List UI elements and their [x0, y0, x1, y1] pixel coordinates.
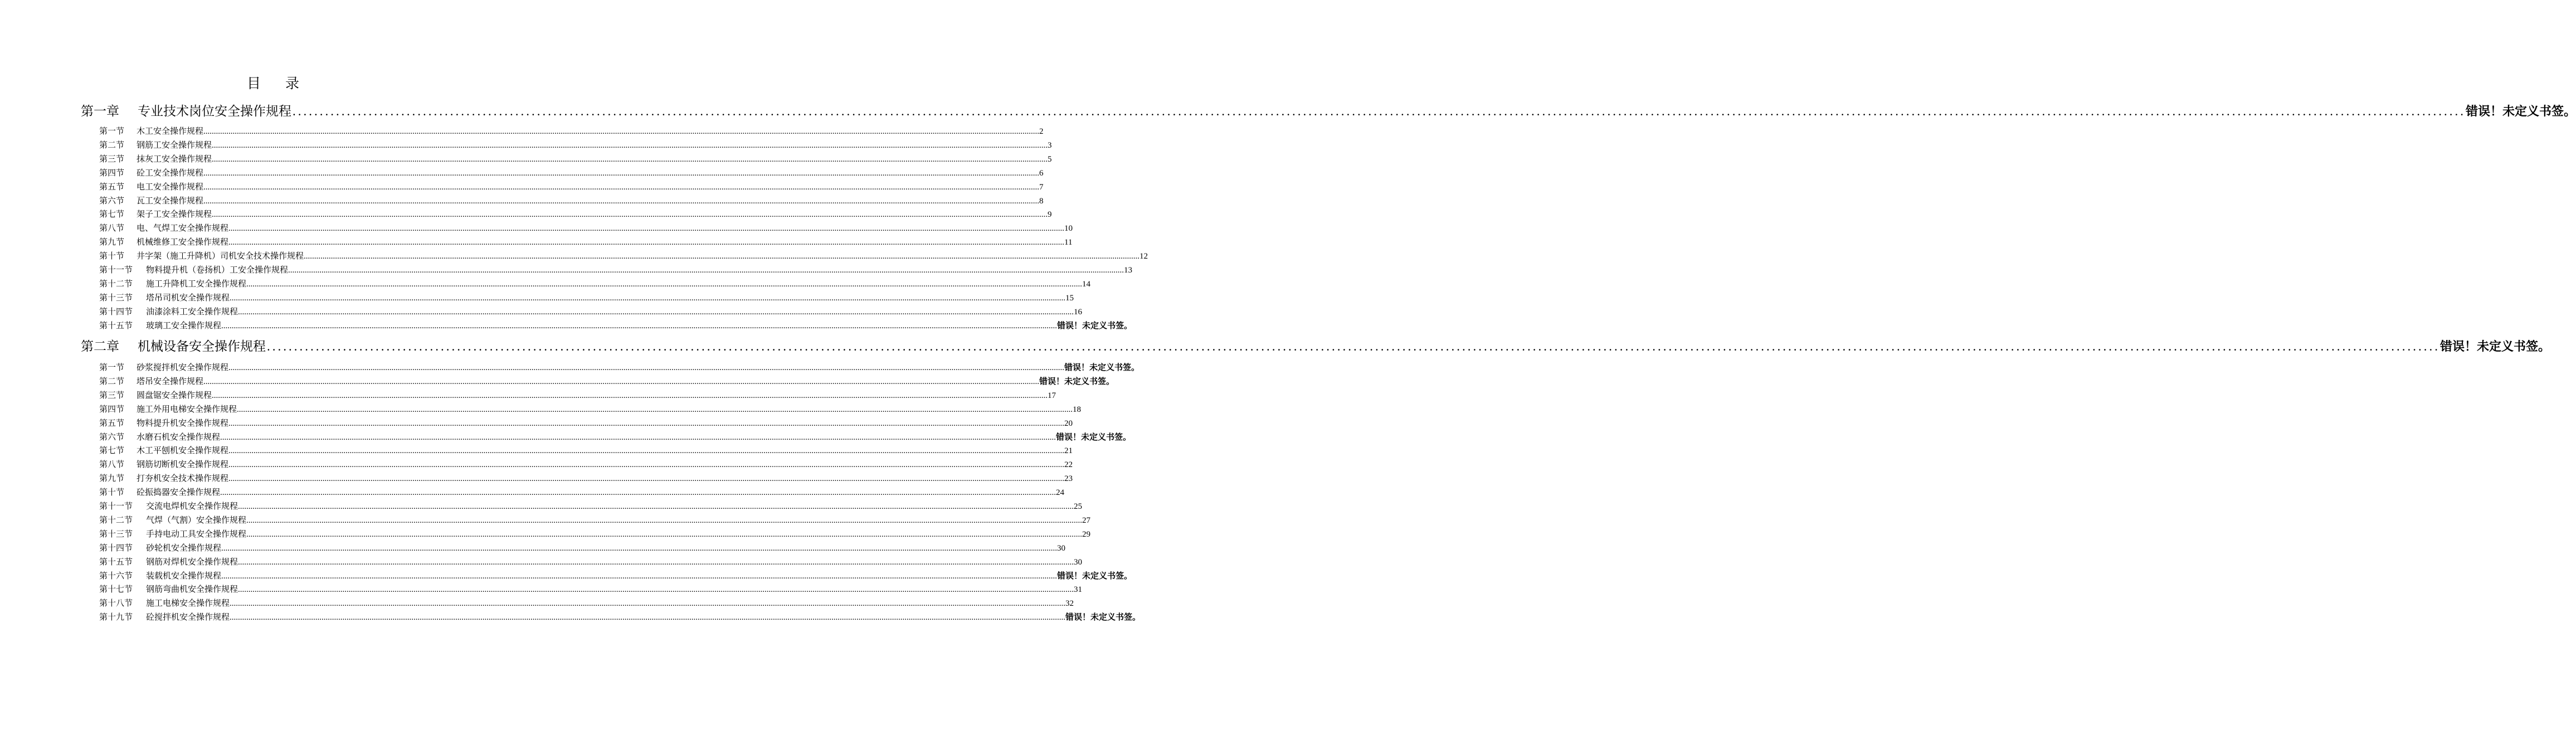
- dot-leader: ................................................................................................................................................................................................................................................................................................................................................................................................................: [212, 154, 1048, 164]
- dot-leader: ................................................................................................................................................................................................................................................................................................................................................................................................................: [203, 182, 1040, 192]
- section-title: 架子工安全操作规程: [137, 209, 212, 220]
- toc-section[interactable]: [99, 610, 1141, 624]
- section-title: 物料提升机安全操作规程: [137, 417, 229, 428]
- dot-leader: ................................................................................................................................................................................................................................................................................................................................................................................................................: [212, 140, 1048, 150]
- toc-section[interactable]: [99, 444, 1073, 458]
- section-number: 第八节: [99, 459, 125, 470]
- section-title: 施工外用电梯安全操作规程: [137, 403, 237, 414]
- section-page: 13: [1124, 266, 1133, 275]
- dot-leader: ................................................................................................................................................................................................................................................................................................................................................................................................................: [293, 104, 2466, 118]
- section-number: 第十二节: [99, 278, 133, 289]
- section-page: 9: [1048, 210, 1052, 220]
- section-title: 塔吊安全操作规程: [137, 376, 204, 386]
- section-page: 27: [1082, 515, 1091, 525]
- section-number: 第二节: [99, 376, 125, 386]
- section-title: 水磨石机安全操作规程: [137, 431, 221, 442]
- toc-section[interactable]: [99, 152, 1052, 166]
- section-number: 第十一节: [99, 501, 133, 511]
- toc-section[interactable]: [99, 166, 1044, 180]
- section-page: 25: [1074, 502, 1083, 511]
- section-page: 错误！未定义书签。: [1057, 570, 1133, 581]
- section-title: 瓦工安全操作规程: [137, 195, 204, 206]
- section-number: 第十节: [99, 251, 125, 261]
- dot-leader: ................................................................................................................................................................................................................................................................................................................................................................................................................: [230, 613, 1066, 622]
- toc-section[interactable]: [99, 596, 1074, 610]
- toc-section[interactable]: [99, 485, 1065, 499]
- section-page: 22: [1064, 460, 1073, 470]
- toc-section[interactable]: [99, 180, 1044, 194]
- section-number: 第五节: [99, 181, 125, 192]
- section-number: 第六节: [99, 431, 125, 442]
- section-title: 砂轮机安全操作规程: [146, 542, 222, 553]
- dot-leader: ................................................................................................................................................................................................................................................................................................................................................................................................................: [288, 266, 1124, 275]
- section-number: 第十八节: [99, 598, 133, 609]
- section-title: 抹灰工安全操作规程: [137, 153, 212, 164]
- section-title: 施工电梯安全操作规程: [146, 598, 230, 609]
- toc-section[interactable]: [99, 430, 1132, 444]
- toc-section[interactable]: [99, 221, 1073, 235]
- dot-leader: ................................................................................................................................................................................................................................................................................................................................................................................................................: [237, 405, 1073, 414]
- section-page: 24: [1056, 488, 1065, 498]
- section-number: 第二节: [99, 139, 125, 150]
- section-number: 第七节: [99, 445, 125, 456]
- section-page: 18: [1073, 405, 1082, 414]
- section-number: 第四节: [99, 167, 125, 178]
- section-page: 8: [1039, 196, 1044, 206]
- section-title: 手持电动工具安全操作规程: [146, 528, 247, 539]
- toc-section[interactable]: [99, 416, 1073, 430]
- toc-section[interactable]: [99, 277, 1091, 291]
- section-page: 20: [1064, 419, 1073, 428]
- section-page: 错误！未定义书签。: [1064, 362, 1140, 372]
- dot-leader: ................................................................................................................................................................................................................................................................................................................................................................................................................: [220, 488, 1056, 498]
- toc-section[interactable]: [99, 194, 1044, 208]
- dot-leader: ................................................................................................................................................................................................................................................................................................................................................................................................................: [220, 432, 1056, 442]
- toc-section[interactable]: [99, 458, 1073, 471]
- toc-section[interactable]: [99, 555, 1083, 569]
- section-number: 第三节: [99, 390, 125, 400]
- dot-leader: ................................................................................................................................................................................................................................................................................................................................................................................................................: [203, 127, 1040, 136]
- toc-section[interactable]: [99, 305, 1083, 319]
- section-title: 圆盘锯安全操作规程: [137, 390, 212, 400]
- dot-leader: ................................................................................................................................................................................................................................................................................................................................................................................................................: [246, 529, 1083, 539]
- section-page: 30: [1074, 557, 1083, 567]
- section-title: 打夯机安全技术操作规程: [137, 473, 229, 484]
- chapter-title: 专业技术岗位安全操作规程: [138, 104, 291, 119]
- toc-section[interactable]: [99, 402, 1082, 416]
- section-title: 钢筋工安全操作规程: [137, 139, 212, 150]
- dot-leader: ................................................................................................................................................................................................................................................................................................................................................................................................................: [228, 238, 1065, 247]
- section-number: 第十四节: [99, 542, 133, 553]
- dot-leader: ................................................................................................................................................................................................................................................................................................................................................................................................................: [228, 363, 1065, 372]
- dot-leader: ................................................................................................................................................................................................................................................................................................................................................................................................................: [230, 293, 1066, 303]
- section-title: 砼振捣器安全操作规程: [137, 487, 221, 498]
- section-title: 玻璃工安全操作规程: [146, 320, 222, 330]
- dot-leader: ................................................................................................................................................................................................................................................................................................................................................................................................................: [203, 196, 1040, 206]
- section-page: 错误！未定义书签。: [1057, 320, 1133, 330]
- dot-leader: ................................................................................................................................................................................................................................................................................................................................................................................................................: [228, 419, 1065, 428]
- chapter-title: 机械设备安全操作规程: [138, 339, 266, 354]
- section-number: 第十五节: [99, 556, 133, 567]
- section-title: 电、气焊工安全操作规程: [137, 223, 229, 234]
- toc-section[interactable]: [99, 361, 1140, 374]
- section-title: 钢筋弯曲机安全操作规程: [146, 584, 238, 595]
- section-page: 10: [1064, 224, 1073, 234]
- section-page: 11: [1064, 238, 1073, 247]
- section-title: 木工安全操作规程: [137, 126, 204, 136]
- dot-leader: ................................................................................................................................................................................................................................................................................................................................................................................................................: [221, 543, 1058, 553]
- toc-section[interactable]: [99, 249, 1148, 263]
- section-number: 第四节: [99, 403, 125, 414]
- dot-leader: ................................................................................................................................................................................................................................................................................................................................................................................................................: [238, 307, 1074, 317]
- section-number: 第一节: [99, 126, 125, 136]
- section-title: 机械维修工安全操作规程: [137, 237, 229, 247]
- toc-section[interactable]: [99, 263, 1133, 277]
- dot-leader: ................................................................................................................................................................................................................................................................................................................................................................................................................: [212, 391, 1048, 400]
- section-page: 2: [1039, 127, 1044, 136]
- section-title: 砼工安全操作规程: [137, 167, 204, 178]
- section-number: 第九节: [99, 237, 125, 247]
- dot-leader: ................................................................................................................................................................................................................................................................................................................................................................................................................: [212, 210, 1048, 220]
- section-page: 21: [1064, 446, 1073, 456]
- section-page: 29: [1082, 529, 1091, 539]
- section-number: 第十九节: [99, 612, 133, 622]
- section-page: 30: [1057, 543, 1066, 553]
- section-number: 第十一节: [99, 265, 133, 275]
- section-page: 3: [1048, 140, 1052, 150]
- section-title: 气焊（气割）安全操作规程: [146, 514, 247, 525]
- chapter-page: 错误！未定义书签。: [2440, 340, 2551, 354]
- toc-section[interactable]: [99, 471, 1073, 485]
- section-number: 第五节: [99, 417, 125, 428]
- toc-section[interactable]: [99, 569, 1133, 583]
- section-title: 电工安全操作规程: [137, 181, 204, 192]
- section-number: 第十三节: [99, 292, 133, 303]
- section-page: 14: [1082, 279, 1091, 289]
- section-number: 第七节: [99, 209, 125, 220]
- toc-section[interactable]: [99, 124, 1044, 138]
- chapter-page: 错误！未定义书签。: [2466, 105, 2576, 119]
- section-number: 第八节: [99, 223, 125, 234]
- section-page: 16: [1074, 307, 1083, 317]
- dot-leader: ................................................................................................................................................................................................................................................................................................................................................................................................................: [230, 599, 1066, 609]
- toc-section[interactable]: [99, 499, 1083, 513]
- section-title: 砂浆搅拌机安全操作规程: [137, 362, 229, 372]
- toc-section[interactable]: [99, 319, 1133, 333]
- dot-leader: ................................................................................................................................................................................................................................................................................................................................................................................................................: [228, 460, 1065, 470]
- section-title: 塔吊司机安全操作规程: [146, 292, 230, 303]
- section-number: 第九节: [99, 473, 125, 484]
- section-title: 交流电焊机安全操作规程: [146, 501, 238, 511]
- section-page: 31: [1074, 585, 1083, 595]
- dot-leader: ................................................................................................................................................................................................................................................................................................................................................................................................................: [304, 252, 1140, 261]
- section-number: 第十五节: [99, 320, 133, 330]
- toc-section[interactable]: [99, 374, 1115, 388]
- section-title: 木工平刨机安全操作规程: [137, 445, 229, 456]
- section-title: 钢筋切断机安全操作规程: [137, 459, 229, 470]
- dot-leader: ................................................................................................................................................................................................................................................................................................................................................................................................................: [246, 515, 1083, 525]
- toc-chapter[interactable]: [81, 100, 2576, 123]
- dot-leader: ................................................................................................................................................................................................................................................................................................................................................................................................................: [238, 585, 1074, 595]
- section-number: 第十三节: [99, 528, 133, 539]
- toc-section[interactable]: [99, 541, 1066, 555]
- section-number: 第十二节: [99, 514, 133, 525]
- section-page: 15: [1065, 293, 1074, 303]
- dot-leader: ................................................................................................................................................................................................................................................................................................................................................................................................................: [221, 321, 1058, 330]
- toc-section[interactable]: [99, 235, 1073, 249]
- section-number: 第十节: [99, 487, 125, 498]
- section-title: 油漆涂料工安全操作规程: [146, 306, 238, 317]
- dot-leader: ................................................................................................................................................................................................................................................................................................................................................................................................................: [203, 168, 1040, 178]
- toc-section[interactable]: [99, 388, 1056, 402]
- section-page: 错误！未定义书签。: [1065, 612, 1141, 622]
- dot-leader: ................................................................................................................................................................................................................................................................................................................................................................................................................: [228, 446, 1065, 456]
- section-title: 井字架（施工升降机）司机安全技术操作规程: [137, 251, 304, 261]
- section-number: 第十七节: [99, 584, 133, 595]
- section-page: 23: [1064, 474, 1073, 484]
- section-title: 物料提升机（卷扬机）工安全操作规程: [146, 265, 289, 275]
- dot-leader: ................................................................................................................................................................................................................................................................................................................................................................................................................: [228, 474, 1065, 484]
- section-page: 12: [1140, 252, 1148, 261]
- dot-leader: ................................................................................................................................................................................................................................................................................................................................................................................................................: [228, 224, 1065, 234]
- toc-title: 目 录: [247, 75, 309, 91]
- dot-leader: ................................................................................................................................................................................................................................................................................................................................................................................................................: [238, 557, 1074, 567]
- toc-section[interactable]: [99, 527, 1091, 541]
- section-number: 第一节: [99, 362, 125, 372]
- section-page: 17: [1048, 391, 1056, 400]
- toc-chapter[interactable]: [81, 335, 2551, 358]
- dot-leader: ................................................................................................................................................................................................................................................................................................................................................................................................................: [246, 279, 1083, 289]
- section-number: 第十四节: [99, 306, 133, 317]
- section-page: 7: [1039, 182, 1044, 192]
- toc-section[interactable]: [99, 291, 1074, 305]
- section-number: 第六节: [99, 195, 125, 206]
- section-page: 6: [1039, 168, 1044, 178]
- toc-section[interactable]: [99, 207, 1052, 221]
- chapter-number: 第二章: [81, 339, 119, 354]
- dot-leader: ................................................................................................................................................................................................................................................................................................................................................................................................................: [238, 502, 1074, 511]
- dot-leader: ................................................................................................................................................................................................................................................................................................................................................................................................................: [203, 377, 1040, 386]
- section-page: 错误！未定义书签。: [1056, 431, 1132, 442]
- section-title: 装载机安全操作规程: [146, 570, 222, 581]
- section-title: 钢筋对焊机安全操作规程: [146, 556, 238, 567]
- dot-leader: ................................................................................................................................................................................................................................................................................................................................................................................................................: [267, 339, 2440, 353]
- toc-section[interactable]: [99, 513, 1091, 527]
- section-number: 第三节: [99, 153, 125, 164]
- dot-leader: ................................................................................................................................................................................................................................................................................................................................................................................................................: [221, 571, 1058, 581]
- section-page: 错误！未定义书签。: [1039, 376, 1115, 386]
- section-title: 施工升降机工安全操作规程: [146, 278, 247, 289]
- section-title: 砼搅拌机安全操作规程: [146, 612, 230, 622]
- section-number: 第十六节: [99, 570, 133, 581]
- toc-section[interactable]: [99, 138, 1052, 152]
- section-page: 5: [1048, 154, 1052, 164]
- chapter-number: 第一章: [81, 104, 119, 119]
- section-page: 32: [1065, 599, 1074, 609]
- toc-section[interactable]: [99, 582, 1083, 596]
